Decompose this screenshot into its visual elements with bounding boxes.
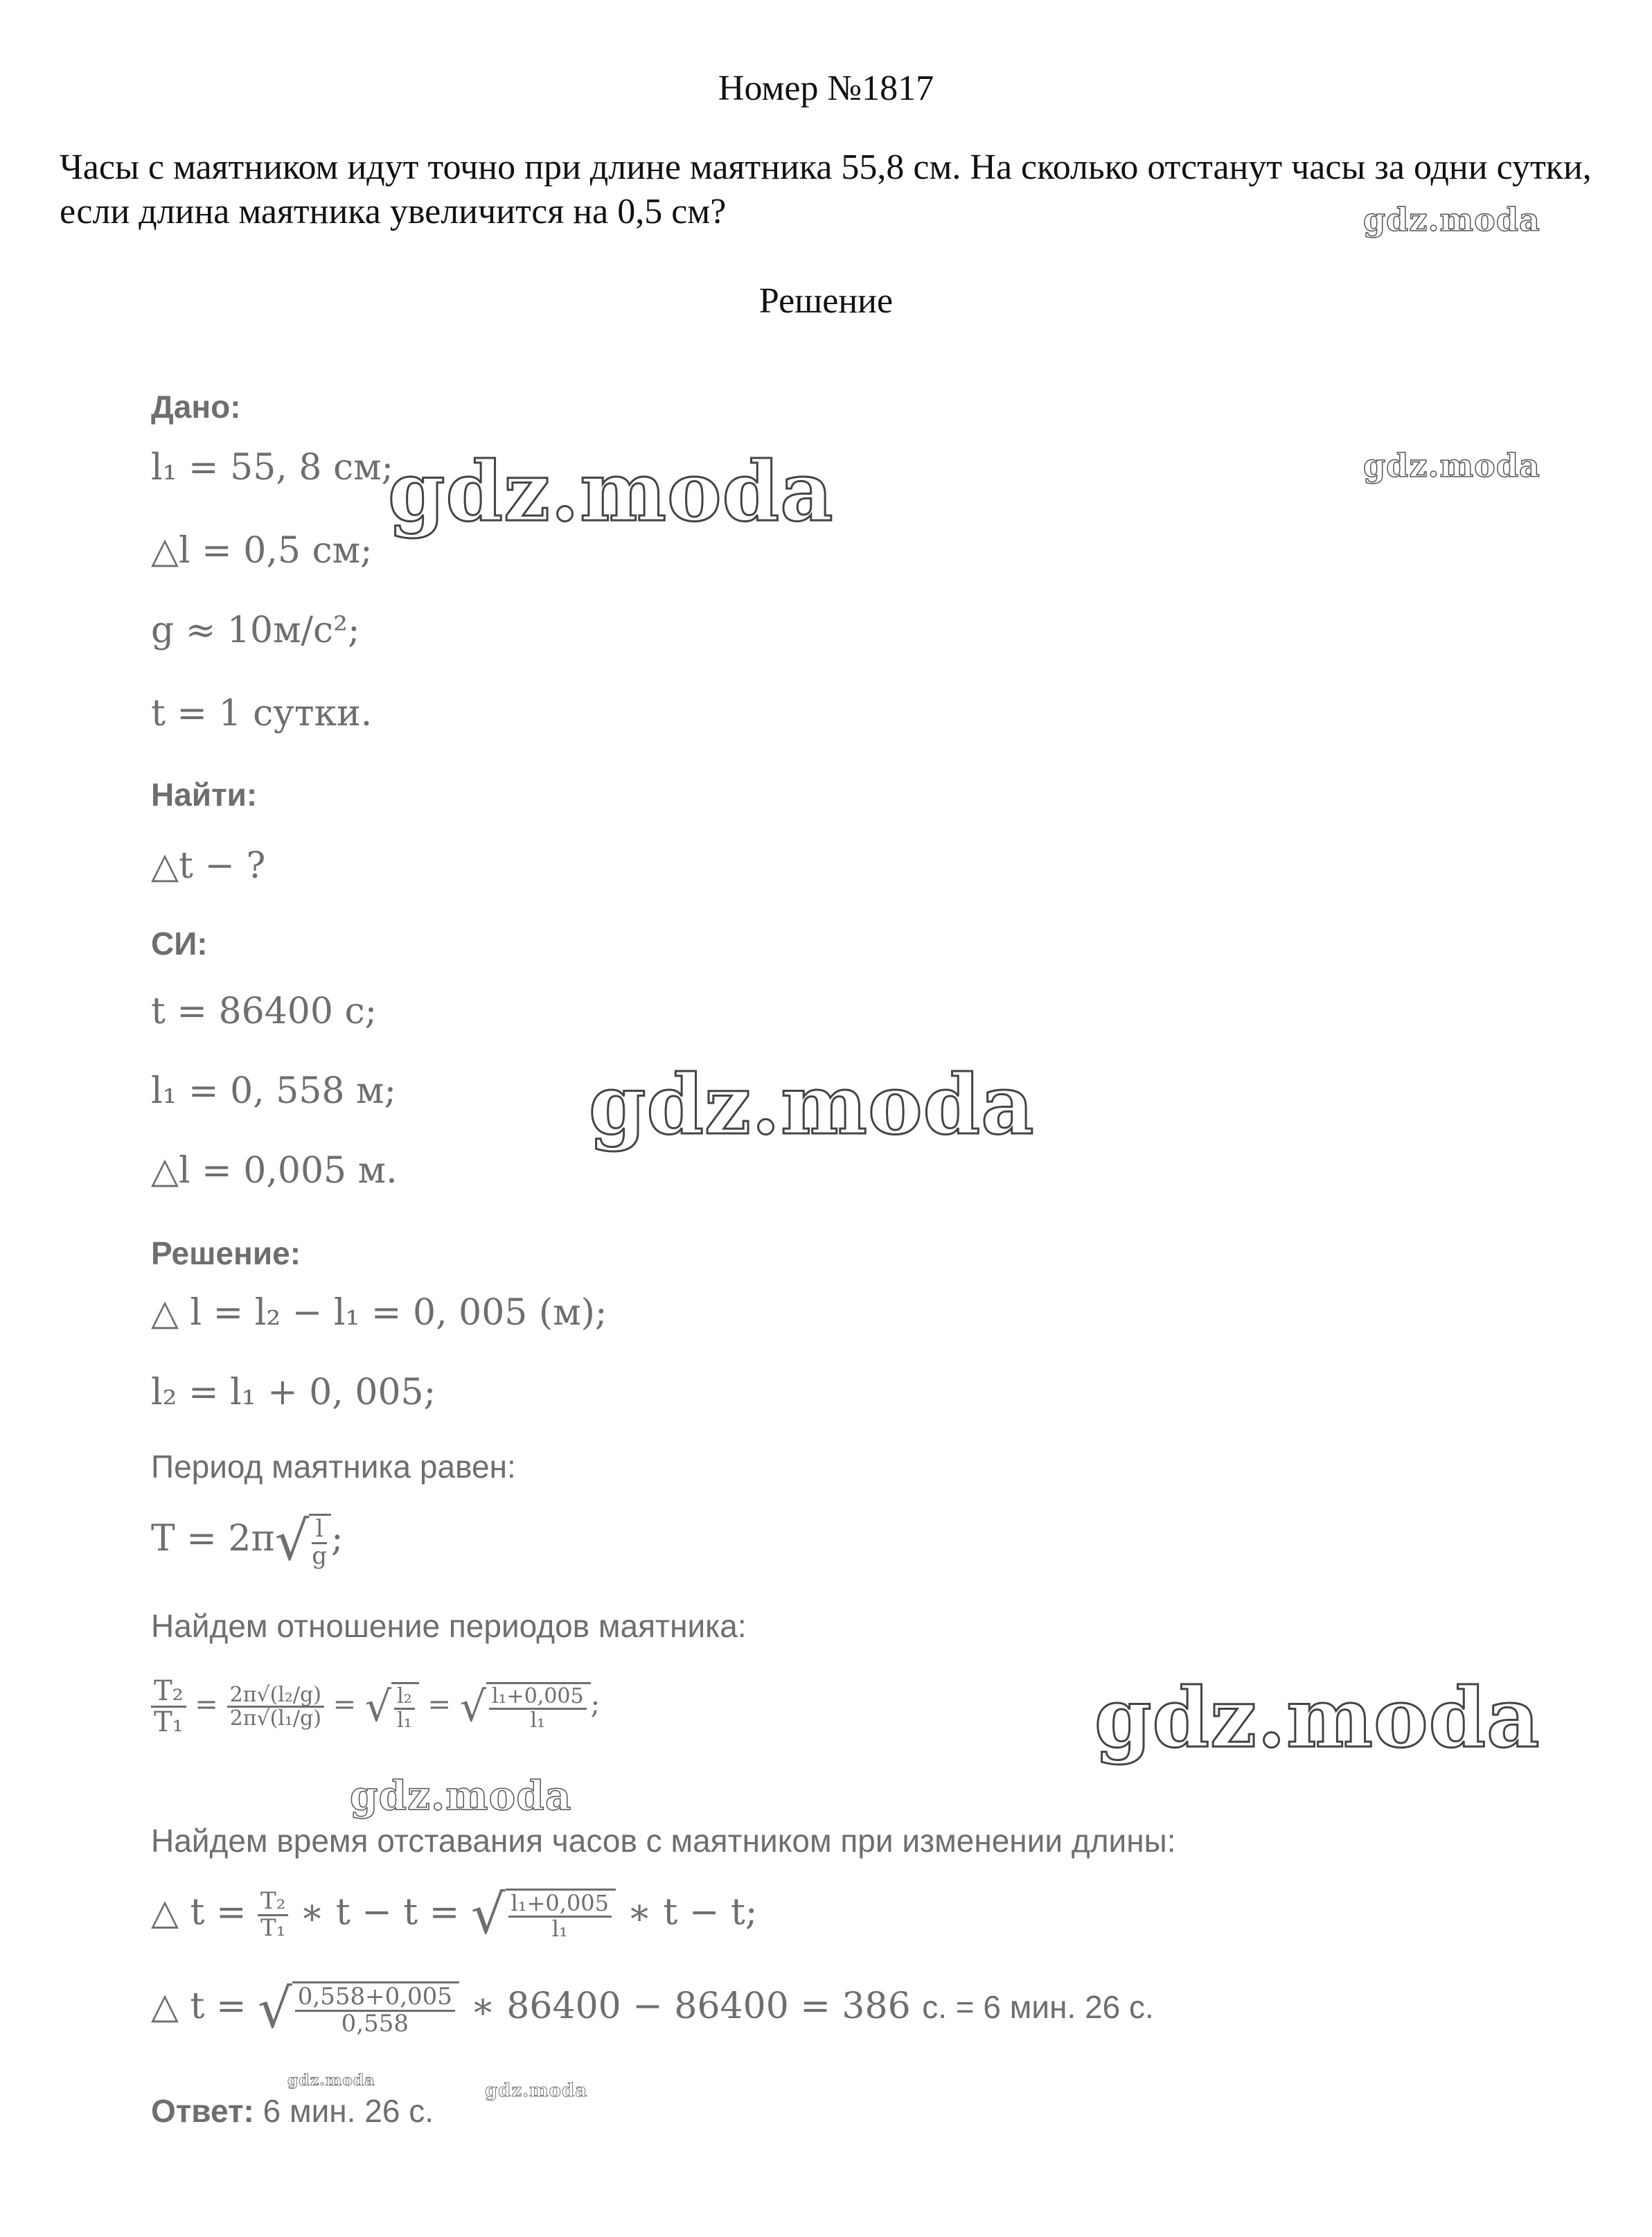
ratio-mid-den: 2π√(l₁/g): [229, 1706, 321, 1731]
si-l1: l₁ = 0, 558 м;: [151, 1070, 396, 1112]
solution-eq2: l₂ = l₁ + 0, 005;: [151, 1372, 436, 1413]
calc-unit: с. = 6 мин. 26 с.: [922, 1989, 1154, 2026]
ratio-sqrt2-den: l₁: [530, 1708, 546, 1733]
lag-t2: T₂: [258, 1889, 288, 1916]
given-g: g ≈ 10м/с²;: [151, 610, 360, 651]
ratio-t2: T₂: [151, 1677, 186, 1708]
lag-mid: ∗ t − t =: [299, 1891, 460, 1934]
ratio-t1: T₁: [154, 1706, 184, 1738]
answer-line: [151, 2092, 434, 2130]
watermark: gdz.moda: [589, 1056, 1035, 1153]
period-den: g: [312, 1541, 328, 1570]
period-text: Период маятника равен:: [151, 1449, 516, 1485]
sqrt-icon: √: [459, 1682, 486, 1731]
solution-eq1: △ l = l₂ − l₁ = 0, 005 (м);: [151, 1292, 607, 1334]
calc-lhs: △ t =: [151, 1986, 247, 2028]
si-dl: △l = 0,005 м.: [151, 1150, 398, 1192]
watermark: gdz.moda: [388, 443, 834, 540]
si-t: t = 86400 с;: [151, 991, 378, 1032]
answer-value: 6 мин. 26 с.: [263, 2093, 434, 2129]
sqrt-icon: √: [258, 1977, 292, 2040]
calc-num: 0,558+0,005: [295, 1985, 455, 2012]
find-dt: △t − ?: [151, 845, 266, 887]
sqrt-icon: √: [470, 1884, 506, 1946]
solution-heading: Решение: [758, 281, 894, 321]
sqrt-icon: √: [364, 1682, 392, 1731]
lag-lhs: △ t =: [151, 1891, 247, 1934]
watermark: gdz.moda: [1094, 1670, 1540, 1766]
lag-text: Найдем время отставания часов с маятником при изменении длины:: [151, 1823, 1176, 1859]
ratio-text: Найдем отношение периодов маятника:: [151, 1608, 747, 1644]
watermark: gdz.moda: [350, 1772, 572, 1819]
calc-den: 0,558: [341, 2009, 409, 2037]
si-heading: СИ:: [151, 926, 208, 962]
calc-formula: [151, 1977, 1154, 2040]
ratio-mid-num: 2π√(l₂/g): [227, 1684, 324, 1708]
lag-sqrt-den: l₁: [551, 1916, 568, 1942]
given-dl: △l = 0,5 см;: [151, 530, 373, 572]
period-num: l: [312, 1517, 327, 1544]
watermark: gdz.moda: [485, 2080, 588, 2101]
watermark: gdz.moda: [287, 2071, 375, 2089]
watermark: gdz.moda: [1363, 447, 1540, 484]
answer-label: Ответ:: [151, 2093, 254, 2129]
ratio-sqrt2-num: l₁+0,005: [489, 1686, 587, 1710]
solution-label: Решение:: [151, 1235, 301, 1271]
given-t: t = 1 сутки.: [151, 693, 373, 734]
calc-tail: ∗ 86400 − 86400 = 386: [470, 1986, 911, 2028]
ratio-sqrt1-den: l₁: [397, 1708, 412, 1733]
ratio-sqrt1-num: l₂: [394, 1686, 415, 1710]
page-title: Номер №1817: [718, 69, 934, 108]
lag-t1: T₁: [260, 1913, 286, 1942]
ratio-formula: $\frac{\text{T₂}}{\text{T₁}}$ = $\frac{\text{2π√(l₂/g)}}{\text{2π√(l₁/g)}}$ = √ $\frac{\text{l₂}}{\text{l₁}}$ = √ $\frac{\text{l₁+0,005}}{\text{l₁}}$ ;: [151, 1677, 600, 1737]
lag-sqrt-num: l₁+0,005: [508, 1892, 612, 1918]
lag-formula: [151, 1884, 758, 1946]
period-lhs: T = 2π: [151, 1518, 275, 1560]
problem-text: Часы с маятником идут точно при длине маятника 55,8 см. На сколько отстанут часы за одни сутки, если длина маятника увеличится на 0,5 см?: [60, 148, 1592, 231]
lag-tail: ∗ t − t;: [627, 1891, 758, 1934]
watermark: gdz.moda: [1363, 201, 1540, 238]
find-heading: Найти:: [151, 777, 258, 813]
period-formula: T = 2π√ $\frac{l}{g}$ ;: [151, 1510, 344, 1573]
given-l1: l₁ = 55, 8 см;: [151, 447, 394, 488]
given-heading: Дано:: [151, 389, 241, 425]
sqrt-icon: √: [274, 1510, 310, 1573]
